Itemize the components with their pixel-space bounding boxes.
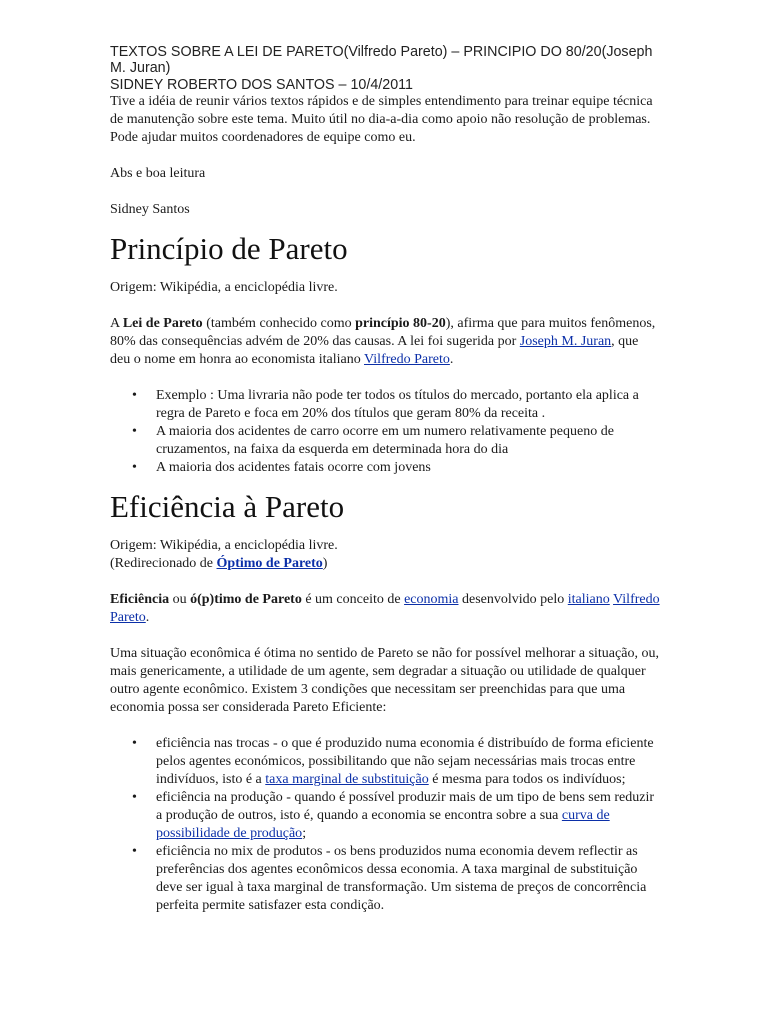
list-item: • A maioria dos acidentes fatais ocorre com jovens [110,459,662,477]
redirect-line: (Redirecionado de Óptimo de Pareto) [110,555,328,571]
header-title: TEXTOS SOBRE A LEI DE PARETO(Vilfredo Pareto) – PRINCIPIO DO 80/20(Joseph M. Juran) [110,44,653,77]
link-vilfredo-pareto[interactable]: Vilfredo Pareto [364,351,450,367]
section-title-eficiencia: Eficiência à Pareto [110,488,345,524]
header-author-date: SIDNEY ROBERTO DOS SANTOS – 10/4/2011 [110,76,414,93]
link-optimo-de-pareto[interactable]: Óptimo de Pareto [216,555,323,571]
link-joseph-juran[interactable]: Joseph M. Juran [519,333,612,349]
origin-line: Origem: Wikipédia, a enciclopédia livre. [110,537,338,553]
list-item: • eficiência no mix de produtos - os bens produzidos numa economia devem reflectir as preferências dos agentes econômicos dessa economia. A taxa marginal de substituição deve ser igual à taxa marginal de transformação. Um sistema de preços de concorrência perfeita permite satisfazer esta condição. [110,843,662,915]
section-title-principio: Princípio de Pareto [110,230,348,266]
list-item: • eficiência nas trocas - o que é produzido numa economia é distribuído de forma eficiente pelos agentes económicos, possibilitando que não sejam necessárias mais trocas entre indivíduos, isto é a taxa marginal de substituição é mesma para todos os indivíduos; [110,735,662,789]
link-vilfredo-pareto-2[interactable]: Vilfredo Pareto [110,591,660,625]
optimal-situation-paragraph: Uma situação econômica é ótima no sentido de Pareto se não for possível melhorar a situação, ou, mais genericamente, a utilidade de um agente, sem degradar a situação ou utilidade de qualquer outro agente econômico. Existem 3 condições que necessitam ser preenchidas para que uma economia possa ser considerada Pareto Eficiente: [110,645,659,715]
document-body [110,44,662,915]
pareto-law-paragraph: A Lei de Pareto (também conhecido como princípio 80-20), afirma que para muitos fenômenos, 80% das consequências advém de 20% das causas. A lei foi sugerida por Joseph M. Juran, que deu o nome em honra ao economista italiano Vilfredo Pareto. [110,315,656,367]
list-item: • A maioria dos acidentes de carro ocorre em um numero relativamente pequeno de cruzamentos, na faixa da esquerda em determinada hora do dia [110,423,662,459]
signature: Sidney Santos [110,201,190,217]
link-economia[interactable]: economia [404,591,459,607]
term-eficiencia: Eficiência [110,591,170,607]
intro-paragraph: Tive a idéia de reunir vários textos rápidos e de simples entendimento para treinar equipe técnica de manutenção sobre este tema. Muito útil no dia-a-dia como apoio não resolução de problemas. Pode ajudar muitos coordenadores de equipe como eu. [110,93,653,145]
link-taxa-marginal-substituicao[interactable]: taxa marginal de substituição [265,771,429,787]
link-italiano[interactable]: italiano [567,591,610,607]
term-optimo-de-pareto: ó(p)timo de Pareto [190,591,302,607]
greeting: Abs e boa leitura [110,165,206,181]
list-item: • eficiência na produção - quando é possível produzir mais de um tipo de bens sem reduzir a produção de outros, isto é, quando a economia se encontra sobre a sua curva de possibilidade de produção; [110,789,662,843]
term-lei-de-pareto: Lei de Pareto [122,315,203,331]
origin-line: Origem: Wikipédia, a enciclopédia livre. [110,279,338,295]
term-principio-80-20: princípio 80-20 [355,315,446,331]
definition-paragraph: Eficiência ou ó(p)timo de Pareto é um conceito de economia desenvolvido pelo italiano Vilfredo Pareto. [110,591,660,625]
link-curva-possibilidade-producao[interactable]: curva de possibilidade de produção [156,807,610,841]
pareto-examples-list [110,387,662,477]
list-item: • Exemplo : Uma livraria não pode ter todos os títulos do mercado, portanto ela aplica a regra de Pareto e foca em 20% dos títulos que geram 80% da receita . [110,387,662,423]
document-header [110,44,662,93]
efficiency-conditions-list [110,735,662,915]
